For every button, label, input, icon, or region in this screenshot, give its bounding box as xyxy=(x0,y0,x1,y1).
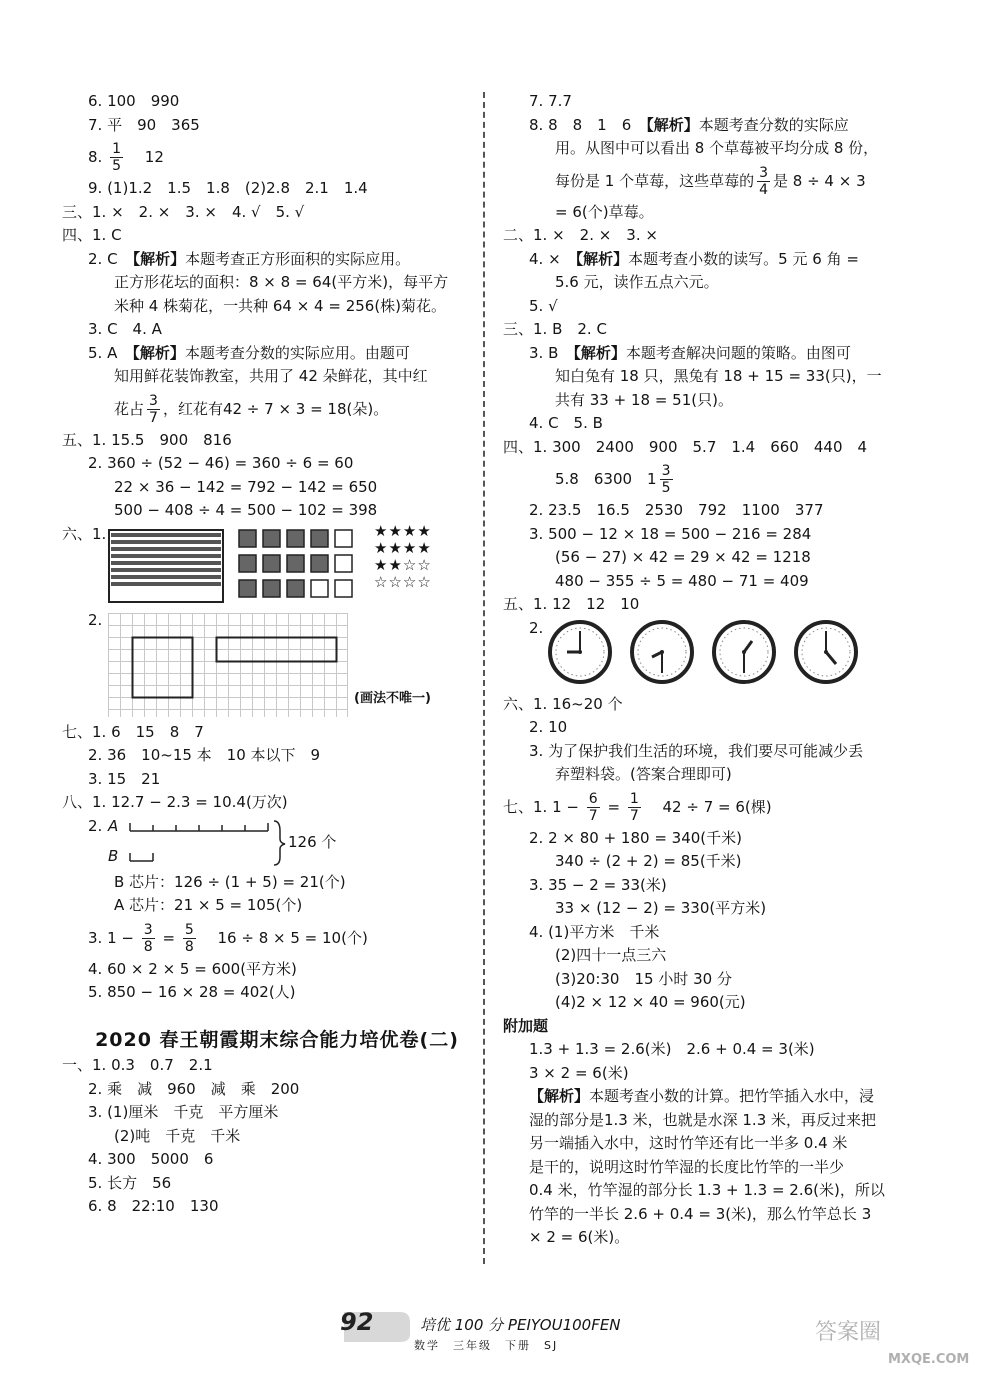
answer-line: 2. 23.5 16.5 2530 792 1100 377 xyxy=(529,501,824,519)
segment-label-a: A xyxy=(108,816,119,835)
answer-line: 2. 2 × 80 + 180 = 340(千米) xyxy=(529,828,742,847)
analysis-tag: 【解析】 xyxy=(132,343,185,362)
answer-line: A 芯片：21 × 5 = 105(个) xyxy=(114,896,303,914)
answer-line: 2. C 【解析】本题考查正方形面积的实际应用。 xyxy=(88,249,411,268)
answer-line: = 6(个)草莓。 xyxy=(555,202,654,221)
answer-line: 四、1. 300 2400 900 5.7 1.4 660 440 4 xyxy=(503,437,868,456)
answer-line: 2. 乘 减 960 减 乘 200 xyxy=(88,1079,300,1098)
answer-line: 知白兔有 18 只，黑兔有 18 + 15 = 33(只)，一 xyxy=(555,367,882,385)
answer-line: 知用鲜花装饰教室，共用了 42 朵鲜花，其中红 xyxy=(114,367,428,385)
analysis-tag: 【解析】 xyxy=(529,1087,590,1105)
fraction: $\frac{3}{5}$ xyxy=(661,463,671,496)
answer-line: 八、1. 12.7 − 2.3 = 10.4(万次) xyxy=(62,793,288,811)
answer-line: 【解析】本题考查小数的计算。把竹竿插入水中，浸 xyxy=(529,1087,875,1105)
answer-line: 每份是 1 个草莓，这些草莓的 $\frac{3}{4}$ 是 8 ÷ 4 × 3 xyxy=(555,164,866,198)
answer-line: 五、1. 15.5 900 816 xyxy=(62,430,232,449)
star-row: ★★☆☆ xyxy=(374,555,432,574)
right-column xyxy=(503,90,913,1250)
square-grid-figure xyxy=(238,529,358,601)
star-figure xyxy=(374,523,432,591)
answer-line: × 2 = 6(米)。 xyxy=(529,1228,630,1246)
answer-line: 用。从图中可以看出 8 个草莓被平均分成 8 份， xyxy=(555,139,879,157)
watermark-url: MXQE.COM xyxy=(888,1352,970,1367)
answer-line: 三、1. × 2. × 3. × 4. √ 5. √ xyxy=(62,202,305,221)
answer-line: 花占 $\frac{3}{7}$ ，红花有42 ÷ 7 × 3 = 18(朵)。 xyxy=(114,392,389,426)
answer-line: 共有 33 + 18 = 51(只)。 xyxy=(555,390,733,409)
answer-line: 1.3 + 1.3 = 2.6(米) 2.6 + 0.4 = 3(米) xyxy=(529,1040,815,1058)
answer-line: 5.6 元，读作五点六元。 xyxy=(555,273,719,291)
brand-subtitle: 数学 三年级 下册 SJ xyxy=(414,1339,559,1352)
segment-diagram-row: 2. A B 126 个 xyxy=(62,815,472,871)
answer-line: 5. 长方 56 xyxy=(88,1173,172,1192)
clock-icon xyxy=(711,619,777,685)
fraction: $\frac{3}{4}$ xyxy=(759,164,769,198)
answer-line: (3)20:30 15 小时 30 分 xyxy=(555,969,732,988)
answer-line: 2. 10 xyxy=(529,718,568,736)
fraction: $\frac{6}{7}$ xyxy=(588,790,598,824)
answer-line: 3. C 4. A xyxy=(88,320,162,338)
answer-line: 4. × 【解析】本题考查小数的读写。5 元 6 角 = xyxy=(529,249,859,268)
answer-line: 是干的，说明这时竹竿湿的长度比竹竿的一半少 xyxy=(529,1157,845,1176)
answer-line: B 芯片：126 ÷ (1 + 5) = 21(个) xyxy=(114,872,346,891)
answer-line: 5.8 6300 1 $\frac{3}{5}$ xyxy=(555,463,671,496)
striped-rectangle-figure xyxy=(108,529,224,603)
answer-line: 4. 300 5000 6 xyxy=(88,1150,214,1168)
answer-line: 4. 60 × 2 × 5 = 600(平方米) xyxy=(88,959,297,978)
answer-line: (56 − 27) × 42 = 29 × 42 = 1218 xyxy=(555,548,811,566)
answer-line: 6. 100 990 xyxy=(88,92,180,110)
answer-line: 弃塑料袋。(答案合理即可) xyxy=(555,765,732,783)
answer-line: 另一端插入水中，这时竹竿还有比一半多 0.4 米 xyxy=(529,1134,848,1152)
answer-line: 一、1. 0.3 0.7 2.1 xyxy=(62,1056,213,1074)
page-number: 92 xyxy=(340,1308,374,1336)
answer-line: 9. (1)1.2 1.5 1.8 (2)2.8 2.1 1.4 xyxy=(88,179,368,197)
fraction: $\frac{5}{8}$ xyxy=(184,921,194,955)
answer-line: 33 × (12 − 2) = 330(平方米) xyxy=(555,899,767,917)
answer-line: 7. 平 90 365 xyxy=(88,115,200,134)
answer-line: 3. 35 − 2 = 33(米) xyxy=(529,875,667,894)
answer-line: 340 ÷ (2 + 2) = 85(千米) xyxy=(555,852,742,870)
answer-line: (4)2 × 12 × 40 = 960(元) xyxy=(555,993,746,1011)
answer-line: 500 − 408 ÷ 4 = 500 − 102 = 398 xyxy=(114,501,378,519)
answer-line: 三、1. B 2. C xyxy=(503,320,607,338)
answer-line: (2)吨 千克 千米 xyxy=(114,1126,241,1145)
star-row: ☆☆☆☆ xyxy=(374,572,432,591)
answer-line: 3. 15 21 xyxy=(88,769,161,788)
star-row: ★★★★ xyxy=(374,521,432,540)
segment-total: 126 个 xyxy=(288,832,337,851)
answer-line: 3. B 【解析】本题考查解决问题的策略。由图可 xyxy=(529,343,851,362)
answer-line: 5. A 【解析】本题考查分数的实际应用。由题可 xyxy=(88,343,410,362)
answer-line: 0.4 米，竹竿湿的部分长 1.3 + 1.3 = 2.6(米)，所以 xyxy=(529,1181,885,1199)
column-divider xyxy=(483,92,485,1264)
answer-line: 米种 4 株菊花，一共种 64 × 4 = 256(株)菊花。 xyxy=(114,296,447,315)
answer-line: 湿的部分是1.3 米，也就是水深 1.3 米，再反过来把 xyxy=(529,1110,877,1129)
answer-line: 四、1. C xyxy=(62,226,122,244)
extra-question-heading: 附加题 xyxy=(503,1016,549,1035)
clock-icon xyxy=(547,619,613,685)
clock-icon xyxy=(629,619,695,685)
fraction: $\frac{1}{5}$ xyxy=(112,141,122,174)
answer-line: (2)四十一点三六 xyxy=(555,946,667,964)
answer-line: 480 − 355 ÷ 5 = 480 − 71 = 409 xyxy=(555,571,809,590)
fraction: $\frac{3}{8}$ xyxy=(143,921,153,955)
answer-line: 2. 36 10~15 本 10 本以下 9 xyxy=(88,746,321,764)
answer-line: 6. 8 22:10 130 xyxy=(88,1197,219,1215)
answer-line: 8. $\frac{1}{5}$ 12 xyxy=(88,141,164,174)
analysis-tag: 【解析】 xyxy=(646,115,699,134)
answer-line: 5. 850 − 16 × 28 = 402(人) xyxy=(88,983,296,1001)
left-column xyxy=(62,90,472,1219)
answer-line: 二、1. × 2. × 3. × xyxy=(503,226,658,244)
answer-line: 8. 8 8 1 6 【解析】本题考查分数的实际应 xyxy=(529,115,849,134)
answer-line: 3. 为了保护我们生活的环境，我们要尽可能减少丢 xyxy=(529,741,864,760)
grid-note: (画法不唯一) xyxy=(354,690,431,706)
segment-lines xyxy=(128,819,288,867)
star-row: ★★★★ xyxy=(374,538,432,557)
answer-line: 22 × 36 − 142 = 792 − 142 = 650 xyxy=(114,477,378,496)
answer-line: 3. 1 − $\frac{3}{8}$ = $\frac{5}{8}$ 16 ÷ 8 × 5 = 10(个) xyxy=(88,921,368,955)
answer-line: 七、1. 1 − $\frac{6}{7}$ = $\frac{1}{7}$ 42 ÷ 7 = 6(棵) xyxy=(503,790,772,824)
answer-line: 3 × 2 = 6(米) xyxy=(529,1063,629,1082)
clock-icon xyxy=(793,619,859,685)
answer-line: 3. (1)厘米 千克 平方厘米 xyxy=(88,1103,279,1121)
answer-line: 5. √ xyxy=(529,296,558,315)
analysis-tag: 【解析】 xyxy=(575,249,629,268)
answer-line: 4. C 5. B xyxy=(529,414,603,432)
answer-line: 2. 360 ÷ (52 − 46) = 360 ÷ 6 = 60 xyxy=(88,454,354,472)
section-title: 2020 春王朝霞期末综合能力培优卷(二) xyxy=(95,1028,459,1051)
answer-line: 七、1. 6 15 8 7 xyxy=(62,722,204,741)
answer-line: 六、1. 16~20 个 xyxy=(503,694,623,713)
figure-row: 六、1. ★★★★ ★★★★ ★★☆☆ ☆☆☆☆ xyxy=(62,523,472,609)
answer-line: 3. 500 − 12 × 18 = 500 − 216 = 284 xyxy=(529,524,812,543)
fraction: $\frac{1}{7}$ xyxy=(629,790,639,824)
figure-row: 2. (画法不唯一) xyxy=(62,609,472,721)
clock-row: 2. xyxy=(503,617,913,693)
analysis-tag: 【解析】 xyxy=(573,343,626,362)
watermark: 答案圈 xyxy=(815,1320,882,1345)
grid-drawing-figure xyxy=(108,613,348,717)
page-footer xyxy=(340,1300,650,1360)
brand-name: 培优 100 分 PEIYOU100FEN xyxy=(420,1316,621,1334)
analysis-tag: 【解析】 xyxy=(132,249,186,268)
answer-line: 7. 7.7 xyxy=(529,92,572,110)
fraction: $\frac{3}{7}$ xyxy=(149,392,158,426)
answer-line: 4. (1)平方米 千米 xyxy=(529,922,660,941)
answer-line: 竹竿的一半长 2.6 + 0.4 = 3(米)，那么竹竿总长 3 xyxy=(529,1204,872,1223)
segment-label-b: B xyxy=(108,846,119,865)
answer-line: 正方形花坛的面积：8 × 8 = 64(平方米)，每平方 xyxy=(114,273,449,291)
answer-line: 五、1. 12 12 10 xyxy=(503,595,640,613)
